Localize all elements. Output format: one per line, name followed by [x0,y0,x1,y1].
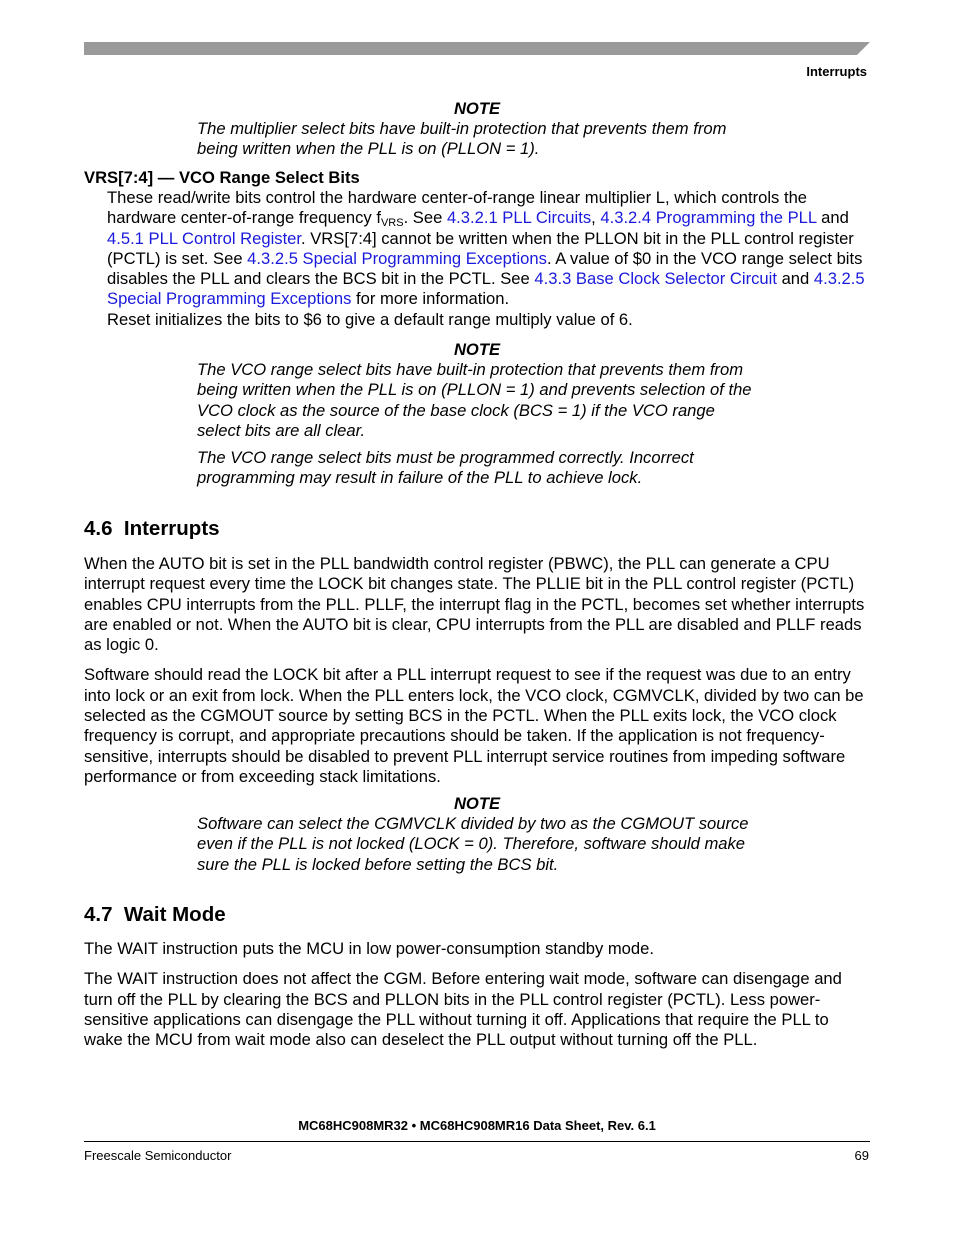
note-2 [197,340,762,489]
note-3 [197,794,762,875]
link-pll-control-register[interactable]: 4.5.1 PLL Control Register [107,228,302,248]
vrs-text-d: and [816,208,849,228]
note-text: Software can select the CGMVCLK divided by two as the CGMOUT source even if the PLL is not locked (LOCK = 0). Therefore, software should make sure the PLL is locked before setting the BCS bit. [197,814,749,874]
header-bar [84,42,870,55]
footer-doc-title: MC68HC908MR32 • MC68HC908MR16 Data Sheet, Rev. 6.1 [298,1118,656,1133]
note-1 [197,99,757,160]
note-title: NOTE [453,99,501,118]
footer-company: Freescale Semiconductor [84,1148,232,1163]
vrs-text-g: and [776,269,814,289]
note-text: The VCO range select bits must be programmed correctly. Incorrect programming may result in failure of the PLL to achieve lock. [197,448,694,488]
page-number: 69 [854,1148,869,1163]
link-base-clock-selector[interactable]: 4.3.3 Base Clock Selector Circuit [534,269,777,289]
note-title: NOTE [453,340,501,359]
vrs-text-h: for more information. [351,289,510,309]
section-heading-wait-mode: 4.7 Wait Mode [84,903,226,926]
link-pll-circuits[interactable]: 4.3.2.1 PLL Circuits [446,208,592,228]
section-heading-interrupts: 4.6 Interrupts [84,517,220,540]
vrs-subscript: VRS [380,217,404,230]
vrs-text-a: These read/write bits control the hardware center-of-range linear multiplier L, which controls the hardware center-of-range frequency f [107,188,808,228]
vrs-text-b: . See [403,208,447,228]
link-programming-pll[interactable]: 4.3.2.4 Programming the PLL [600,208,817,228]
note-text: The multiplier select bits have built-in protection that prevents them from being written when the PLL is on (PLLON = 1). [197,119,727,159]
vrs-text-c: , [591,208,601,228]
note-title: NOTE [453,794,501,813]
paragraph: The WAIT instruction does not affect the CGM. Before entering wait mode, software can disengage and turn off the PLL by clearing the BCS and PLLON bits in the PLL control register (PCTL). Less power-sensitive applications can disengage the PLL without turning it off. Applications that require the PLL to wake the MCU from wait mode also can deselect the PLL output without turning off the PLL. [84,969,842,1050]
section-wait-mode-body [84,939,870,1050]
note-text: The VCO range select bits have built-in protection that prevents them from being written when the PLL is on (PLLON = 1) and prevents selection of the VCO clock as the source of the base clock (BCS = 1) if the VCO range select bits are all clear. [197,360,752,440]
vrs-text-e: . VRS[7:4] cannot be written when the PLLON bit in the PLL control register (PCTL) is set. See [107,228,854,268]
link-special-programming-exceptions-2[interactable]: 4.3.2.5 Special Programming Exceptions [107,269,865,309]
vrs-text-f: . A value of $0 in the VCO range select bits disables the PLL and clears the BCS bit in the PCTL. See [107,248,863,289]
link-special-programming-exceptions[interactable]: 4.3.2.5 Special Programming Exceptions [247,248,547,268]
paragraph: Software should read the LOCK bit after a PLL interrupt request to see if the request was due to an entry into lock or an exit from lock. When the PLL enters lock, the VCO clock, CGMVCLK, divided by two can be selected as the CGMOUT source by setting BCS in the PCTL. When the PLL exits lock, the VCO clock frequency is corrupt, and appropriate precautions should be taken. If the application is not frequency-sensitive, interrupts should be disabled to prevent PLL interrupt service routines from impeding software performance or from exceeding stack limitations. [84,665,864,786]
footer-divider [84,1141,870,1142]
vrs-heading: VRS[7:4] — VCO Range Select Bits [84,168,360,187]
vrs-reset-text: Reset initializes the bits to $6 to give a default range multiply value of 6. [107,309,633,329]
vrs-description [107,188,872,330]
paragraph: The WAIT instruction puts the MCU in low power-consumption standby mode. [84,939,654,958]
running-header: Interrupts [806,64,867,79]
section-interrupts-body [84,554,870,787]
paragraph: When the AUTO bit is set in the PLL bandwidth control register (PBWC), the PLL can generate a CPU interrupt request every time the LOCK bit changes state. The PLLIE bit in the PLL control register (PCTL) enables CPU interrupts from the PLL. PLLF, the interrupt flag in the PCTL, becomes set whether interrupts are enabled or not. When the AUTO bit is clear, CPU interrupts from the PLL are disabled and PLLF reads as logic 0. [84,554,865,655]
